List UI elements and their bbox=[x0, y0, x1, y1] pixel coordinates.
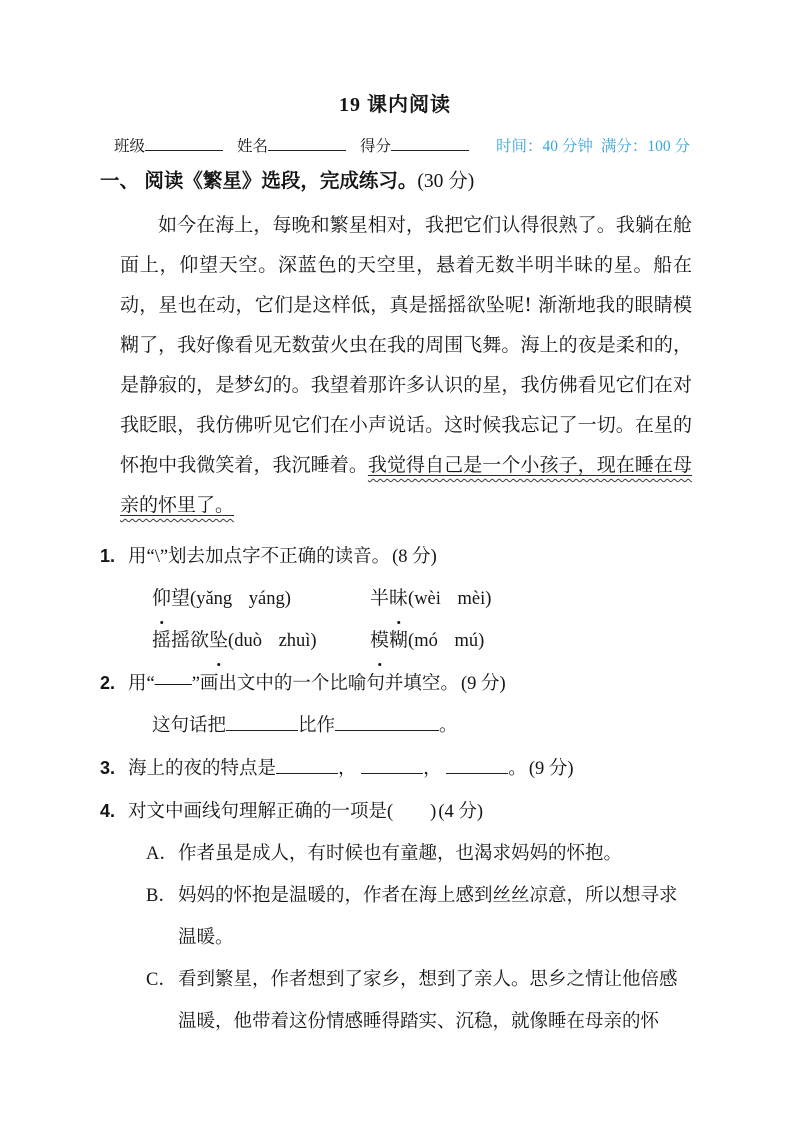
answer-bracket: ( ) bbox=[387, 802, 437, 822]
name-field bbox=[237, 134, 346, 160]
exam-meta bbox=[496, 134, 690, 160]
question-3-number: 3. bbox=[100, 758, 116, 778]
class-label: 班级 bbox=[114, 138, 146, 155]
emphasis-dot-char: 昧 bbox=[389, 578, 408, 620]
question-4 bbox=[100, 790, 690, 1043]
option-c-text: 看到繁星，作者想到了家乡，想到了亲人。思乡之情让他倍感温暖，他带着这份情感睡得踏实、沉稳，就像睡在母亲的怀 bbox=[178, 970, 678, 1032]
word-item-banmei: 半昧(wèi mèi) bbox=[370, 578, 690, 620]
option-b-letter: B． bbox=[146, 886, 177, 906]
question-2-score: (9 分) bbox=[460, 674, 506, 694]
question-4-number: 4. bbox=[100, 801, 116, 821]
question-1 bbox=[100, 535, 690, 662]
question-4-stem bbox=[100, 790, 690, 833]
time-info: 时间：40 分钟 bbox=[495, 138, 593, 155]
questions-list bbox=[100, 535, 690, 1043]
option-b bbox=[100, 875, 690, 959]
option-a-text: 作者虽是成人，有时候也有童趣，也渴求妈妈的怀抱。 bbox=[178, 844, 623, 864]
score-label: 得分 bbox=[360, 138, 392, 155]
question-3-stem: 3. 海上的夜的特点是 ， ， 。 (9 分) bbox=[100, 747, 690, 790]
pinyin-options: (mó mú) bbox=[408, 631, 485, 651]
question-3-score: (9 分) bbox=[528, 759, 574, 779]
score-blank-line bbox=[391, 136, 469, 151]
pinyin-options: (duò zhuì) bbox=[228, 631, 317, 651]
question-3 bbox=[100, 747, 690, 790]
option-a bbox=[100, 833, 690, 875]
page-title: 19 课内阅读 bbox=[339, 94, 451, 116]
word-item-mohu: 模糊(mó mú) bbox=[370, 620, 690, 662]
student-info-fields bbox=[100, 134, 469, 160]
question-3-text: 海上的夜的特点是 bbox=[128, 759, 277, 779]
name-blank-line bbox=[268, 136, 346, 151]
section-score: (30 分) bbox=[417, 171, 475, 192]
question-1-stem bbox=[100, 535, 690, 578]
question-2 bbox=[100, 662, 690, 747]
blank-line bbox=[335, 716, 439, 731]
option-c bbox=[100, 959, 690, 1043]
question-2-number: 2. bbox=[100, 673, 116, 693]
header-row bbox=[100, 134, 690, 160]
blank-line bbox=[446, 759, 508, 774]
class-blank-line bbox=[145, 136, 223, 151]
emphasis-dot-char: 仰 bbox=[152, 578, 171, 620]
passage-underlined-sentence: 我觉得自己是一个小孩子，现在睡在母亲的怀里了。 bbox=[120, 454, 692, 516]
emphasis-dot-char: 模 bbox=[370, 620, 389, 662]
word-item-yangwang: 仰望(yǎng yáng) bbox=[152, 578, 370, 620]
question-2-fill-line: 这句话把 比作 。 bbox=[152, 716, 458, 736]
emphasis-dot-char: 坠 bbox=[209, 620, 228, 662]
option-c-letter: C． bbox=[146, 970, 177, 990]
name-label: 姓名 bbox=[237, 138, 269, 155]
blank-line bbox=[276, 759, 338, 774]
question-2-text: 用“——”画出文中的一个比喻句并填空。 bbox=[128, 674, 459, 694]
section-heading bbox=[100, 166, 690, 197]
passage-main-text: 如今在海上，每晚和繁星相对，我把它们认得很熟了。我躺在舱面上，仰望天空。深蓝色的天空里，悬着无数半明半昧的星。船在动，星也在动，它们是这样低，真是摇摇欲坠呢! 渐渐地我的眼睛模糊了，我好像看见无数萤火虫在我的周围飞舞。海上的夜是柔和的，是静寂的，是梦幻的。我望着那许多认识的星，我仿佛看见它们在对我眨眼，我仿佛听见它们在小声说话。这时候我忘记了一切。在星的怀抱中我微笑着，我沉睡着。 bbox=[120, 214, 692, 476]
score-field bbox=[360, 134, 469, 160]
question-1-text: 用“\”划去加点字不正确的读音。 bbox=[128, 547, 391, 567]
pinyin-choices-grid bbox=[152, 578, 690, 662]
pinyin-options: (yǎng yáng) bbox=[190, 589, 291, 609]
question-4-text: 对文中画线句理解正确的一项是 bbox=[128, 802, 388, 822]
option-a-letter: A． bbox=[146, 844, 178, 864]
pinyin-options: (wèi mèi) bbox=[408, 589, 492, 609]
question-1-score: (8 分) bbox=[392, 547, 437, 567]
reading-passage bbox=[120, 205, 692, 525]
blank-line bbox=[226, 716, 298, 731]
word-item-yaoyaoyuzhui: 摇摇欲坠(duò zhuì) bbox=[152, 620, 370, 662]
blank-line bbox=[361, 759, 423, 774]
option-b-text: 妈妈的怀抱是温暖的，作者在海上感到丝丝凉意，所以想寻求温暖。 bbox=[178, 886, 678, 948]
question-4-score: (4 分) bbox=[438, 802, 484, 822]
full-score-info: 满分：100 分 bbox=[600, 138, 690, 155]
class-field bbox=[114, 134, 223, 160]
question-1-number: 1. bbox=[100, 546, 116, 566]
question-2-stem bbox=[100, 662, 690, 705]
section-heading-text: 一、 阅读《繁星》选段，完成练习。 bbox=[100, 170, 418, 192]
